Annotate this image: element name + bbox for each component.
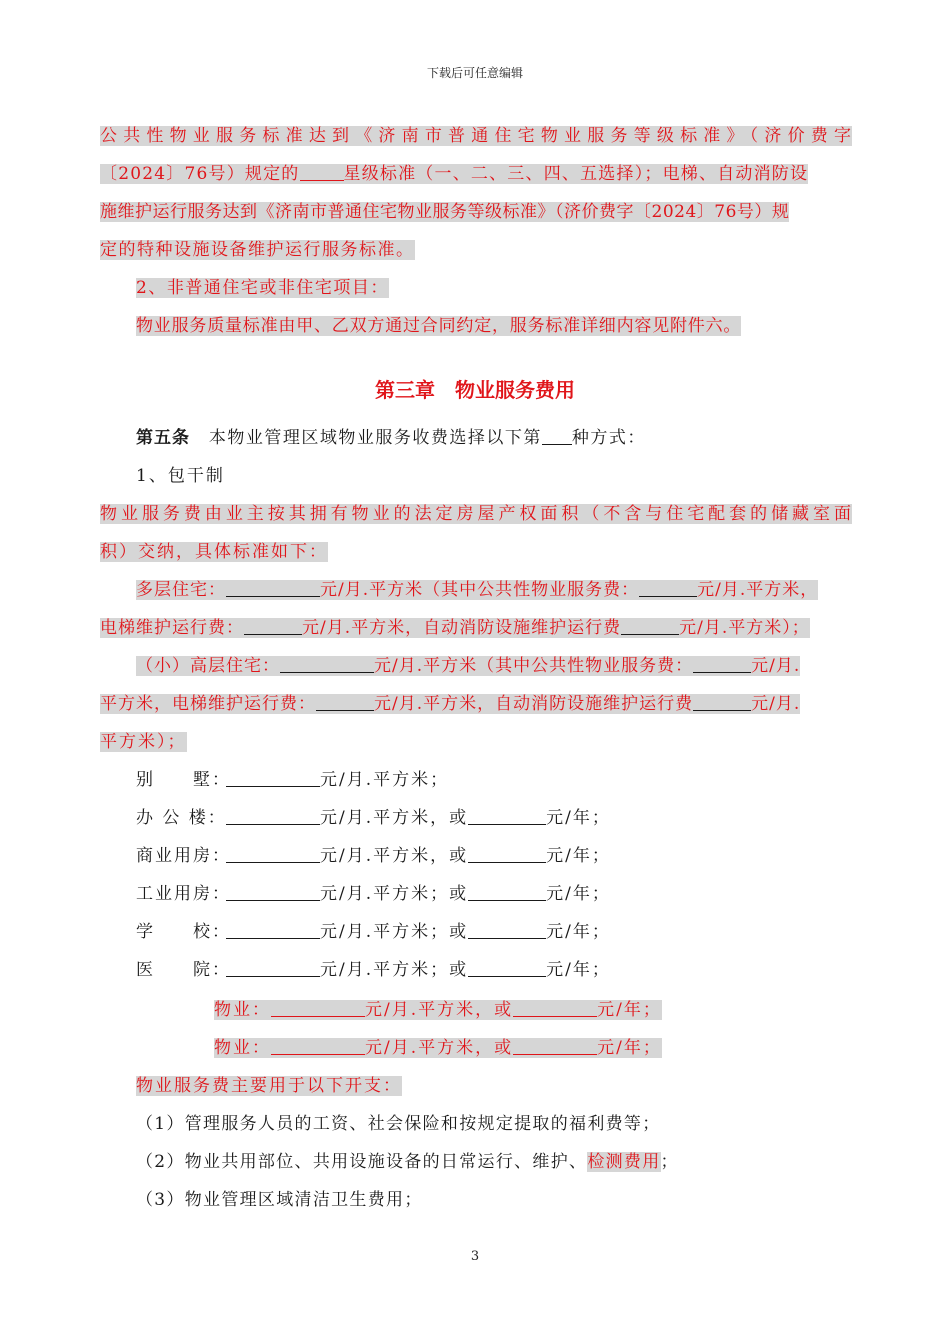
commercial-year-blank[interactable] (468, 844, 546, 863)
quality-standard-text: 物业服务质量标准由甲、乙双方通过合同约定，服务标准详细内容见附件六。 (136, 316, 742, 336)
hospital-year-unit: 元/年； (546, 960, 611, 980)
quality-standard-line (136, 312, 741, 340)
extra-property-year-blank-1[interactable] (513, 998, 597, 1017)
multi-storey-public-blank[interactable] (639, 578, 697, 597)
high-rise-fee-blank[interactable] (280, 654, 374, 673)
expense-item-2 (136, 1148, 679, 1176)
high-rise-fire-unit: 元/月. (751, 694, 801, 714)
extra-property-row-2 (214, 1034, 662, 1062)
fee-intro-text-2: 积）交纳，具体标准如下： (100, 542, 328, 562)
high-rise-label: （小）高层住宅： (136, 656, 280, 676)
office-fee-blank[interactable] (226, 806, 320, 825)
industrial-year-blank[interactable] (468, 882, 546, 901)
office-row (136, 804, 611, 832)
extra-property-year-blank-2[interactable] (513, 1036, 597, 1055)
multi-storey-label: 多层住宅： (136, 580, 226, 600)
standard-line-4 (100, 236, 415, 264)
office-unit: 元/月.平方米，或 (320, 808, 469, 828)
expense-item-2-text: （2）物业共用部位、共用设施设备的日常运行、维护、 (136, 1152, 588, 1172)
standard-line-1 (100, 122, 852, 150)
method-blank[interactable] (542, 426, 572, 445)
industrial-row (136, 880, 611, 908)
expense-item-3: （3）物业管理区域清洁卫生费用； (136, 1190, 423, 1210)
multi-storey-fee-blank[interactable] (226, 578, 320, 597)
school-year-unit: 元/年； (546, 922, 611, 942)
page-header: 下载后可任意编辑 (426, 66, 523, 80)
expense-item-2-end: ； (660, 1152, 679, 1172)
hospital-unit: 元/月.平方米；或 (320, 960, 469, 980)
fire-unit: 元/月.平方米）； (679, 618, 810, 638)
commercial-unit: 元/月.平方米，或 (320, 846, 469, 866)
commercial-row (136, 842, 611, 870)
industrial-year-unit: 元/年； (546, 884, 611, 904)
standard-line-3 (100, 198, 789, 226)
fee-intro-text-1: 物业服务费由业主按其拥有物业的法定房屋产权面积（不含与住宅配套的储藏室面 (100, 504, 852, 524)
high-rise-end: 平方米）； (100, 732, 187, 752)
chapter-title: 第三章 物业服务费用 (375, 378, 575, 402)
standard-text-4: 定的特种设施设备维护运行服务标准。 (100, 240, 415, 260)
extra-property-year-unit-1: 元/年； (597, 1000, 662, 1020)
extra-property-label-2: 物业： (214, 1038, 271, 1058)
expense-item-2-highlight: 检测费用 (587, 1152, 661, 1172)
industrial-unit: 元/月.平方米；或 (320, 884, 469, 904)
extra-property-fee-blank-1[interactable] (271, 998, 365, 1017)
extra-property-row-1 (214, 996, 662, 1024)
commercial-fee-blank[interactable] (226, 844, 320, 863)
fee-intro-line-1 (100, 500, 852, 528)
multi-storey-unit-2: 元/月.平方米， (697, 580, 819, 600)
office-year-unit: 元/年； (546, 808, 611, 828)
page-number: 3 (470, 1249, 480, 1264)
high-rise-public-blank[interactable] (693, 654, 751, 673)
high-rise-line-1 (136, 652, 800, 680)
villa-unit: 元/月.平方米； (320, 770, 450, 790)
extra-property-year-unit-2: 元/年； (597, 1038, 662, 1058)
non-ordinary-heading (136, 274, 389, 302)
standard-text-2a: 〔2024〕76号）规定的 (100, 164, 300, 184)
fee-intro-line-2 (100, 538, 328, 566)
item-lump-sum: 1、包干制 (136, 466, 225, 486)
fire-label: 元/月.平方米，自动消防设施维护运行费 (302, 618, 622, 638)
school-year-blank[interactable] (468, 920, 546, 939)
article-5 (136, 424, 646, 452)
villa-row (136, 766, 449, 794)
office-label: 办 公 楼： (136, 808, 227, 828)
extra-property-label-1: 物业： (214, 1000, 271, 1020)
article-5-text-end: 种方式： (571, 428, 646, 448)
school-fee-blank[interactable] (226, 920, 320, 939)
star-level-blank[interactable] (300, 162, 344, 181)
high-rise-unit: 元/月.平方米（其中公共性物业服务费： (374, 656, 694, 676)
standard-text-1: 公共性物业服务标准达到《济南市普通住宅物业服务等级标准》（济价费字 (100, 126, 852, 146)
article-5-text: 本物业管理区域物业服务收费选择以下第 (208, 428, 542, 448)
elevator-label: 电梯维护运行费： (100, 618, 244, 638)
school-unit: 元/月.平方米；或 (320, 922, 469, 942)
commercial-year-unit: 元/年； (546, 846, 611, 866)
standard-text-2b: 星级标准（一、二、三、四、五选择）；电梯、自动消防设 (343, 164, 809, 184)
standard-line-2 (100, 160, 852, 188)
hospital-year-blank[interactable] (468, 958, 546, 977)
standard-text-3: 施维护运行服务达到《济南市普通住宅物业服务等级标准》（济价费字〔2024〕76号）规 (100, 202, 790, 222)
high-rise-fire-blank[interactable] (693, 692, 751, 711)
industrial-fee-blank[interactable] (226, 882, 320, 901)
villa-fee-blank[interactable] (226, 768, 320, 787)
fire-fee-blank[interactable] (621, 616, 679, 635)
expense-intro (136, 1072, 402, 1100)
multi-storey-line-1 (136, 576, 818, 604)
multi-storey-line-2 (100, 614, 810, 642)
hospital-row (136, 956, 611, 984)
hospital-fee-blank[interactable] (226, 958, 320, 977)
article-5-label: 第五条 (136, 428, 190, 448)
expense-item-1: （1）管理服务人员的工资、社会保险和按规定提取的福利费等； (136, 1114, 661, 1134)
high-rise-elevator-label: 平方米，电梯维护运行费： (100, 694, 316, 714)
commercial-label: 商业用房： (136, 846, 231, 866)
extra-property-unit-2: 元/月.平方米，或 (365, 1038, 514, 1058)
non-ordinary-text: 2、非普通住宅或非住宅项目： (136, 278, 389, 298)
high-rise-unit-2: 元/月. (751, 656, 801, 676)
villa-label: 别 墅： (136, 770, 231, 790)
elevator-fee-blank[interactable] (244, 616, 302, 635)
hospital-label: 医 院： (136, 960, 231, 980)
high-rise-line-2 (100, 690, 800, 718)
industrial-label: 工业用房： (136, 884, 231, 904)
school-label: 学 校： (136, 922, 231, 942)
extra-property-fee-blank-2[interactable] (271, 1036, 365, 1055)
high-rise-elevator-blank[interactable] (316, 692, 374, 711)
school-row (136, 918, 611, 946)
multi-storey-unit: 元/月.平方米（其中公共性物业服务费： (320, 580, 640, 600)
extra-property-unit-1: 元/月.平方米，或 (365, 1000, 514, 1020)
expense-intro-text: 物业服务费主要用于以下开支： (136, 1076, 402, 1096)
office-year-blank[interactable] (468, 806, 546, 825)
high-rise-line-3 (100, 728, 187, 756)
high-rise-fire-label: 元/月.平方米，自动消防设施维护运行费 (374, 694, 694, 714)
